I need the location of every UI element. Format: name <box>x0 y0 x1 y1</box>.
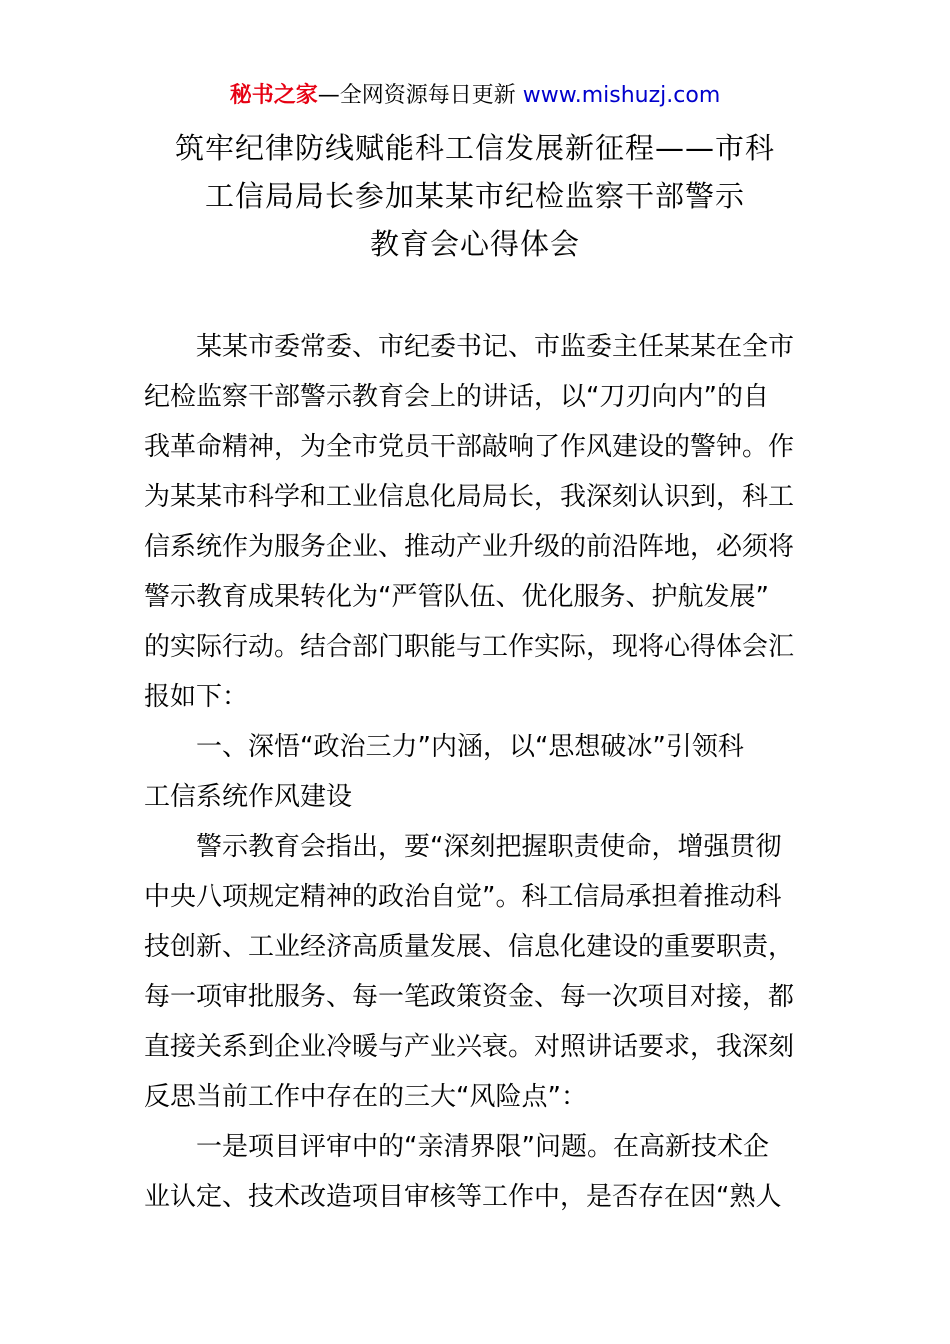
body-line: 警示教育成果转化为“严管队伍、优化服务、护航发展” <box>144 582 769 612</box>
body-line: 为某某市科学和工业信息化局局长，我深刻认识到，科工 <box>144 482 795 512</box>
document-title <box>120 124 830 268</box>
body-line: 反思当前工作中存在的三大“风险点”： <box>144 1082 587 1112</box>
body-line: 某某市委常委、市纪委书记、市监委主任某某在全市 <box>196 332 795 362</box>
body-line: 业认定、技术改造项目审核等工作中，是否存在因“熟人 <box>144 1182 782 1212</box>
site-brand: 秘书之家 <box>229 83 318 108</box>
site-tagline: —全网资源每日更新 <box>317 83 516 108</box>
document-body <box>144 322 808 1222</box>
body-line: 警示教育会指出，要“深刻把握职责使命，增强贯彻 <box>196 832 782 862</box>
body-line: 直接关系到企业冷暖与产业兴衰。对照讲话要求，我深刻 <box>144 1032 795 1062</box>
body-line: 技创新、工业经济高质量发展、信息化建设的重要职责， <box>144 932 795 962</box>
title-line: 教育会心得体会 <box>369 227 580 261</box>
body-line: 报如下： <box>144 682 249 712</box>
body-line: 信系统作为服务企业、推动产业升级的前沿阵地，必须将 <box>144 532 795 562</box>
body-line: 一是项目评审中的“亲清界限”问题。在高新技术企 <box>196 1132 769 1162</box>
section-heading-line: 一、深悟“政治三力”内涵，以“思想破冰”引领科 <box>196 732 744 762</box>
body-line: 每一项审批服务、每一笔政策资金、每一次项目对接，都 <box>144 982 795 1012</box>
body-line: 的实际行动。结合部门职能与工作实际，现将心得体会汇 <box>144 632 795 662</box>
site-header <box>0 80 950 112</box>
section-heading-line: 工信系统作风建设 <box>144 782 353 812</box>
body-line: 我革命精神，为全市党员干部敲响了作风建设的警钟。作 <box>144 432 795 462</box>
body-line: 纪检监察干部警示教育会上的讲话，以“刀刃向内”的自 <box>144 382 769 412</box>
title-line: 工信局局长参加某某市纪检监察干部警示 <box>204 179 745 213</box>
title-line: 筑牢纪律防线赋能科工信发展新征程——市科 <box>174 131 775 165</box>
site-url-link[interactable]: www.mishuzj.com <box>522 83 721 108</box>
body-line: 中央八项规定精神的政治自觉”。科工信局承担着推动科 <box>144 882 782 912</box>
